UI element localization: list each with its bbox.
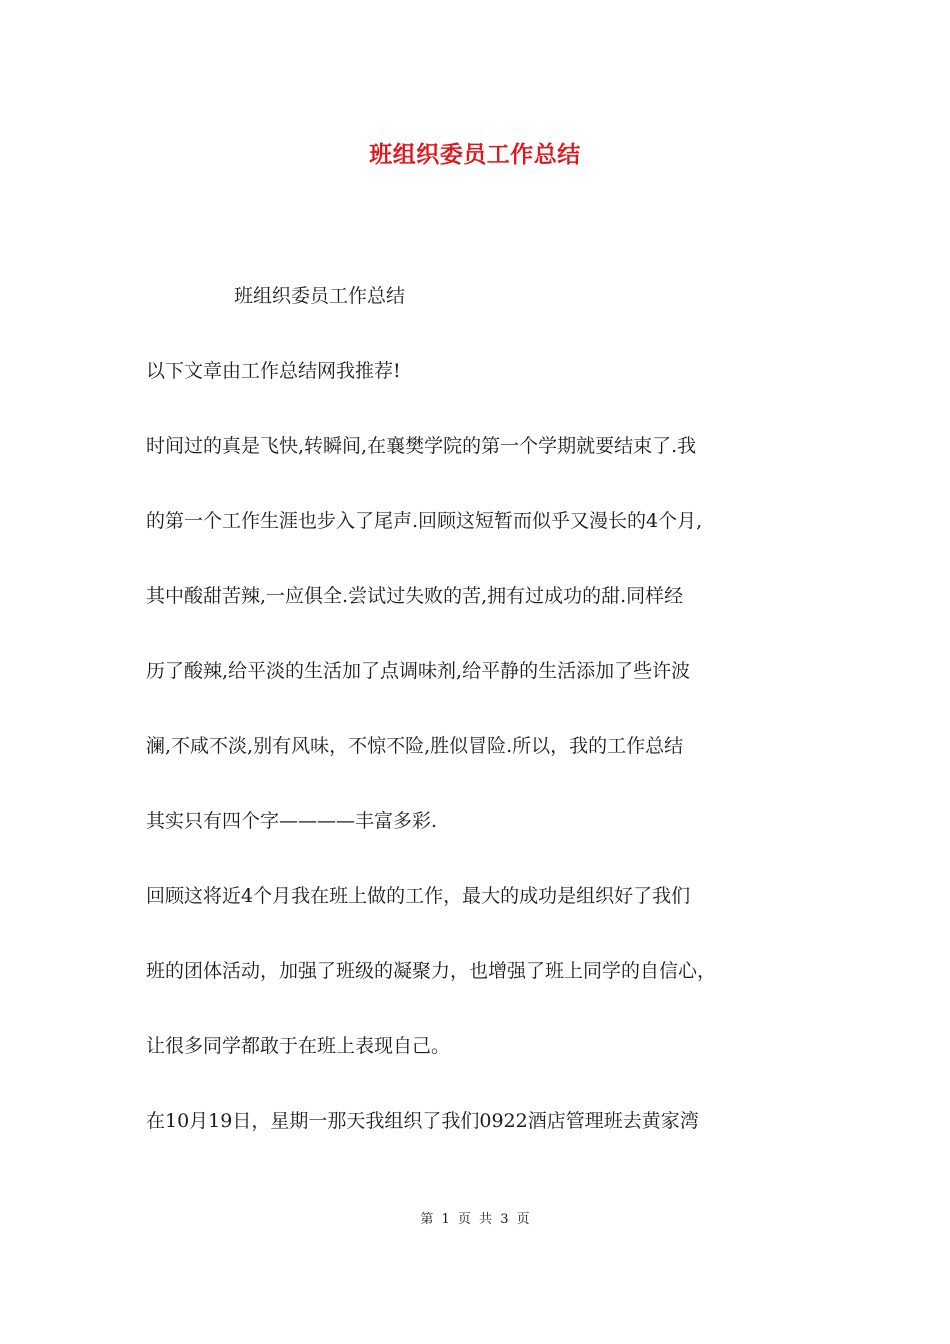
document-title: 班组织委员工作总结 xyxy=(369,141,581,168)
body-line: 澜,不咸不淡,别有风味，不惊不险,胜似冒险.所以，我的工作总结 xyxy=(146,735,684,757)
body-line: 班的团体活动，加强了班级的凝聚力，也增强了班上同学的自信心， xyxy=(146,960,717,982)
body-line: 让很多同学都敢于在班上表现自己。 xyxy=(146,1035,451,1057)
body-line: 其中酸甜苦辣,一应俱全.尝试过失败的苦,拥有过成功的甜.同样经 xyxy=(146,585,684,607)
document-subtitle: 班组织委员工作总结 xyxy=(234,285,406,307)
body-line: 以下文章由工作总结网我推荐! xyxy=(146,360,401,382)
body-line: 回顾这将近4个月我在班上做的工作，最大的成功是组织好了我们 xyxy=(146,885,691,907)
page-footer: 第 1 页 共 3 页 xyxy=(420,1212,530,1227)
body-line: 时间过的真是飞快,转瞬间,在襄樊学院的第一个学期就要结束了.我 xyxy=(146,435,697,457)
body-line: 其实只有四个字————丰富多彩. xyxy=(146,810,438,832)
body-line: 的第一个工作生涯也步入了尾声.回顾这短暂而似乎又漫长的4个月, xyxy=(146,510,703,532)
body-line: 在10月19日，星期一那天我组织了我们0922酒店管理班去黄家湾 xyxy=(146,1110,699,1132)
body-line: 历了酸辣,给平淡的生活加了点调味剂,给平静的生活添加了些许波 xyxy=(146,660,691,682)
